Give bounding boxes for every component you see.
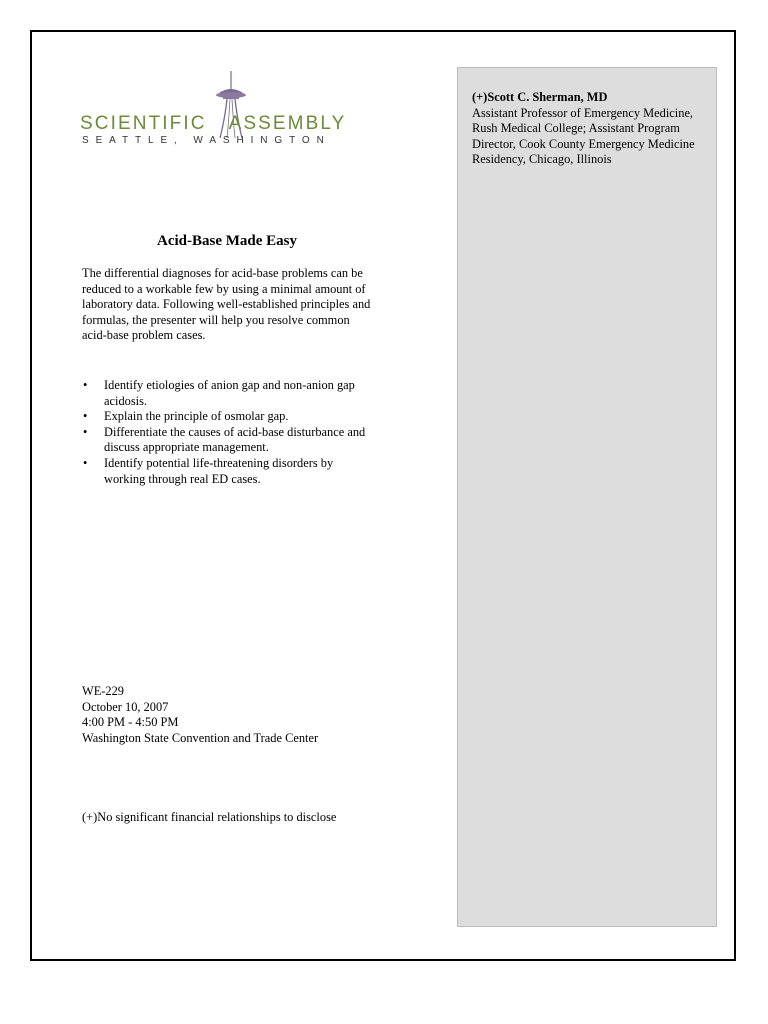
- scientific-assembly-logo: [80, 68, 380, 158]
- session-location: Washington State Convention and Trade Center: [82, 730, 319, 745]
- logo-title-left: SCIENTIFIC: [80, 113, 207, 134]
- objectives-list: [82, 378, 374, 487]
- session-info: [82, 684, 382, 746]
- logo-title: [80, 113, 380, 135]
- speaker-name: (+)Scott C. Sherman, MD: [472, 90, 608, 104]
- speaker-sidebar: [457, 67, 717, 927]
- logo-subtitle: SEATTLE, WASHINGTON: [82, 135, 331, 146]
- objective-item: • Identify etiologies of anion gap and non-anion gap acidosis.: [82, 378, 374, 409]
- objective-item: • Explain the principle of osmolar gap.: [82, 409, 374, 425]
- session-code: WE-229: [82, 684, 124, 698]
- speaker-affiliation: Assistant Professor of Emergency Medicine, Rush Medical College; Assistant Program Director, Cook County Emergency Medicine Residency, Chicago, Illinois: [472, 105, 695, 167]
- objective-item: • Identify potential life-threatening disorders by working through real ED cases.: [82, 456, 374, 487]
- objective-item: • Differentiate the causes of acid-base disturbance and discuss appropriate management.: [82, 425, 374, 456]
- logo-title-right: ASSEMBLY: [228, 113, 347, 134]
- session-title: Acid-Base Made Easy: [157, 233, 297, 249]
- disclosure-note: (+)No significant financial relationships to disclose: [82, 810, 337, 824]
- session-description: The differential diagnoses for acid-base problems can be reduced to a workable few by using a minimal amount of laboratory data. Following well-established principles and formulas, the presenter will help you resolve common acid-base problem cases.: [82, 266, 371, 343]
- session-date: October 10, 2007: [82, 699, 169, 714]
- speaker-block: [472, 90, 716, 168]
- session-time: 4:00 PM - 4:50 PM: [82, 715, 179, 730]
